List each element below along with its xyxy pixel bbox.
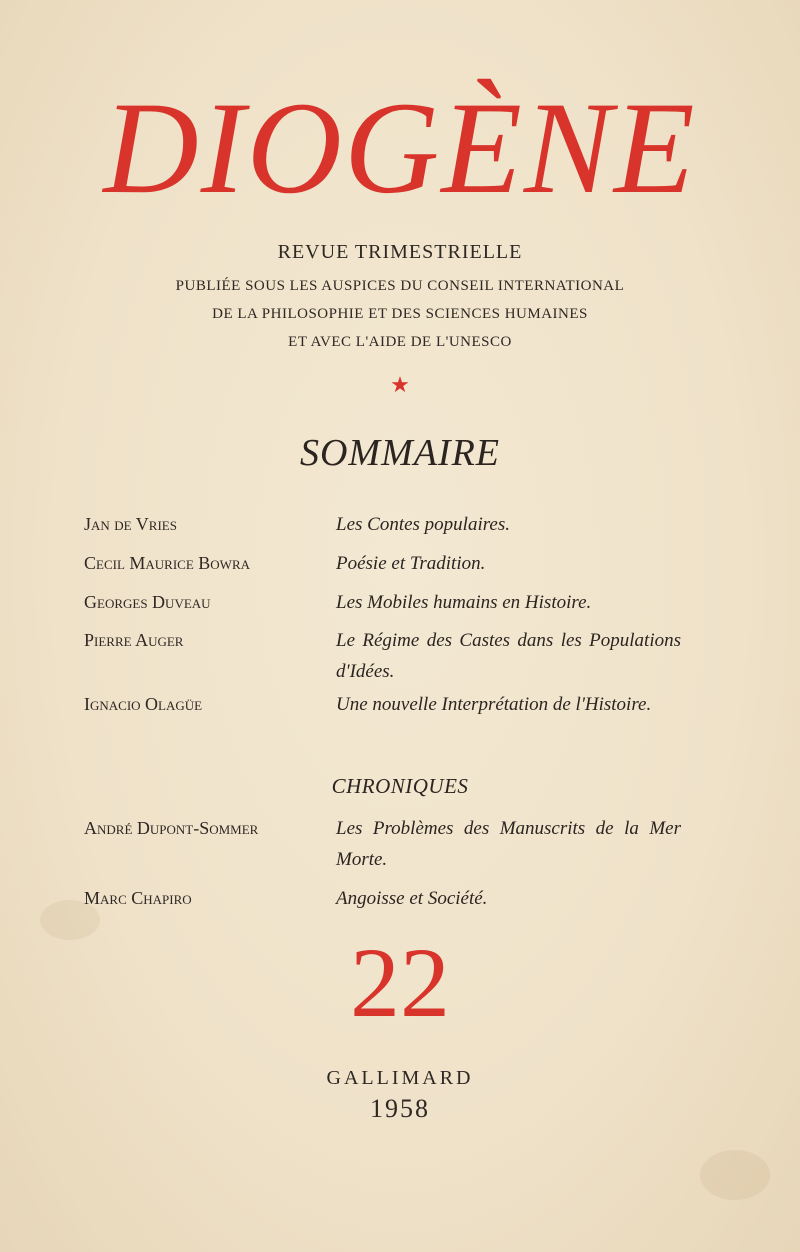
chronique-author: André Dupont-Sommer [84, 818, 259, 838]
journal-title: DIOGÈNE [103, 74, 697, 221]
publisher-name: GALLIMARD [326, 1067, 474, 1089]
issue-number: 22 [350, 927, 450, 1038]
star-icon: ★ [390, 373, 410, 398]
contents-article: Les Mobiles humains en Histoire. [336, 592, 592, 613]
chronique-author: Marc Chapiro [84, 888, 192, 908]
contents-author: Ignacio Olagüe [84, 694, 203, 714]
publication-line-3: ET AVEC L'AIDE DE L'UNESCO [288, 334, 512, 350]
contents-article: Une nouvelle Interprétation de l'Histoire. [336, 694, 652, 715]
chronique-article: Angoisse et Société. [336, 888, 488, 909]
contents-author: Pierre Auger [84, 630, 184, 650]
chroniques-heading: CHRONIQUES [331, 774, 469, 798]
paper-stain [700, 1150, 770, 1200]
contents-article: Poésie et Tradition. [336, 553, 486, 574]
publication-line-2: DE LA PHILOSOPHIE ET DES SCIENCES HUMAINES [212, 306, 588, 322]
contents-article: Le Régime des Castes dans les Populations d'Idées. [336, 630, 681, 682]
contents-author: Cecil Maurice Bowra [84, 553, 251, 573]
contents-author: Georges Duveau [84, 592, 211, 612]
publication-year: 1958 [370, 1094, 430, 1123]
contents-article: Les Contes populaires. [336, 514, 510, 535]
journal-subtitle: REVUE TRIMESTRIELLE [277, 241, 523, 263]
chronique-article: Les Problèmes des Manuscrits de la Mer Morte. [336, 818, 681, 870]
contents-author: Jan de Vries [84, 514, 177, 534]
contents-heading: SOMMAIRE [299, 432, 501, 474]
publication-line-1: PUBLIÉE SOUS LES AUSPICES DU CONSEIL INTERNATIONAL [175, 278, 625, 294]
